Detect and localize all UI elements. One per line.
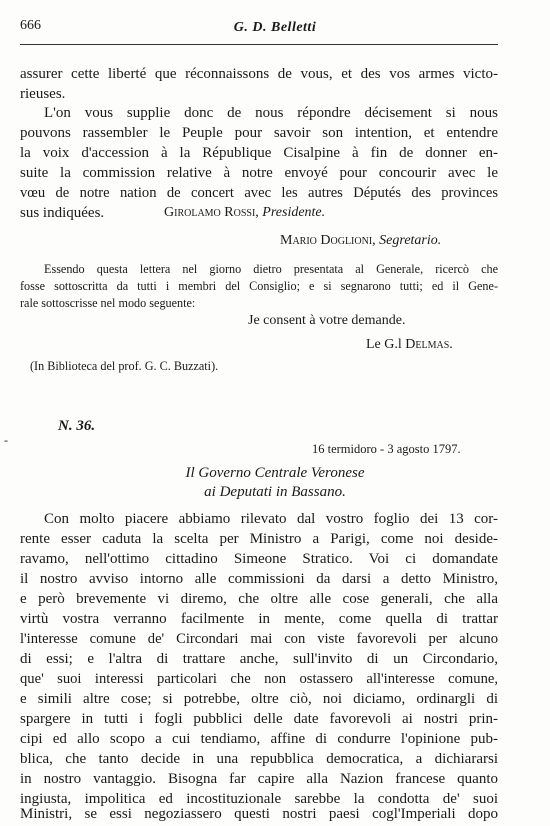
signature-role: Segretario. (379, 233, 442, 248)
letter-line: L'on vous supplie donc de nous répondre décisement si nous (44, 105, 498, 121)
body-line: rente esser caduta la scelta per Ministro a Parigi, come noi deside- (20, 531, 498, 547)
header-rule (20, 44, 498, 45)
body-line: blica, che tanto decide in una repubblica democratica, a dichiararsi (20, 751, 498, 767)
body-line: ravamo, nell'ottimo cittadino Simeone Stratico. Voi ci domandate (20, 551, 498, 567)
signer-name: Delmas. (405, 337, 453, 352)
body-line: Con molto piacere abbiamo rilevato dal vostro foglio dei 13 cor- (44, 511, 498, 527)
body-line: il nostro avviso intorno alle commissioni da darsi a detto Ministro, (20, 571, 498, 587)
note-line: Essendo questa lettera nel giorno dietro presentata al Generale, ricercò che (44, 262, 498, 276)
body-line: e però brevemente vi diremo, che oltre alle cose generali, che alla (20, 591, 498, 607)
consent-statement: Je consent à votre demande. (248, 313, 406, 328)
margin-mark: - (4, 433, 8, 447)
signature-delmas (366, 337, 453, 353)
letter-line: suite la commission relative à notre envoyé pour concourir avec le (20, 165, 498, 181)
note-line: rale sottoscrisse nel modo seguente: (20, 296, 196, 310)
address-recipient: ai Deputati in Bassano. (204, 484, 346, 500)
letter-line: sus indiquées. (20, 205, 105, 221)
signature-name: Mario Doglioni, (280, 233, 376, 248)
source-note: (In Biblioteca del prof. G. C. Buzzati). (30, 359, 219, 373)
body-line: Ministri, se essi negoziassero questi nostri paesi cogl'Imperiali dopo (20, 806, 498, 822)
body-line: virtù vostra verranno facilmente in mente, come quella di trattar (20, 611, 498, 627)
letter-line: rieuses. (20, 86, 66, 102)
signature-name: Girolamo Rossi, (164, 205, 259, 220)
signature-role: Presidente. (262, 205, 326, 220)
signature-secretary (280, 233, 441, 249)
body-line: e simili altre cose; si potrebbe, oltre ciò, noi diciamo, ordinargli di (20, 691, 498, 707)
signer-prefix: Le G.l (366, 337, 402, 352)
page-number: 666 (20, 18, 41, 33)
letter-line: vœu de notre nation de concert avec les autres Députés des provinces (20, 185, 498, 201)
body-line: que' suoi interessi particolari che non ostassero all'interesse comune, (20, 671, 498, 687)
body-line: di essi; e l'altra di trattare anche, sull'invito di un Circondario, (20, 651, 498, 667)
signature-president (164, 205, 325, 221)
address-sender: Il Governo Centrale Veronese (185, 465, 365, 481)
note-line: fosse sottoscritta da tutti i membri del Consiglio; e si segnarono tutti; ed il Gene- (20, 279, 498, 293)
body-line: in nostro vantaggio. Bisogna far capire alla Nazion francese quanto (20, 771, 498, 787)
letter-line: assurer cette liberté que réconnaissons de vous, et des vos armes victo- (20, 66, 498, 82)
body-line: l'interesse comune de' Circondari mai con viste favorevoli per alcuno (20, 631, 498, 647)
body-line: ingiusta, impolitica ed incostituzionale sarebbe la condotta de' suoi (20, 791, 498, 807)
body-line: cipi ed allo scopo a cui tendiamo, affine di condurre l'opinione pub- (20, 731, 498, 747)
running-title: G. D. Belletti (233, 20, 317, 35)
body-line: spargere in tutti i fogli pubblici delle date favorevoli ai nostri prin- (20, 711, 498, 727)
document-date: 16 termidoro - 3 agosto 1797. (312, 442, 461, 456)
letter-line: pouvons rassembler le Peuple pour savoir son intention, et entendre (20, 125, 498, 141)
letter-line: la voix d'accession à la République Cisalpine à fin de donner en- (20, 145, 498, 161)
document-number: N. 36. (58, 418, 96, 434)
